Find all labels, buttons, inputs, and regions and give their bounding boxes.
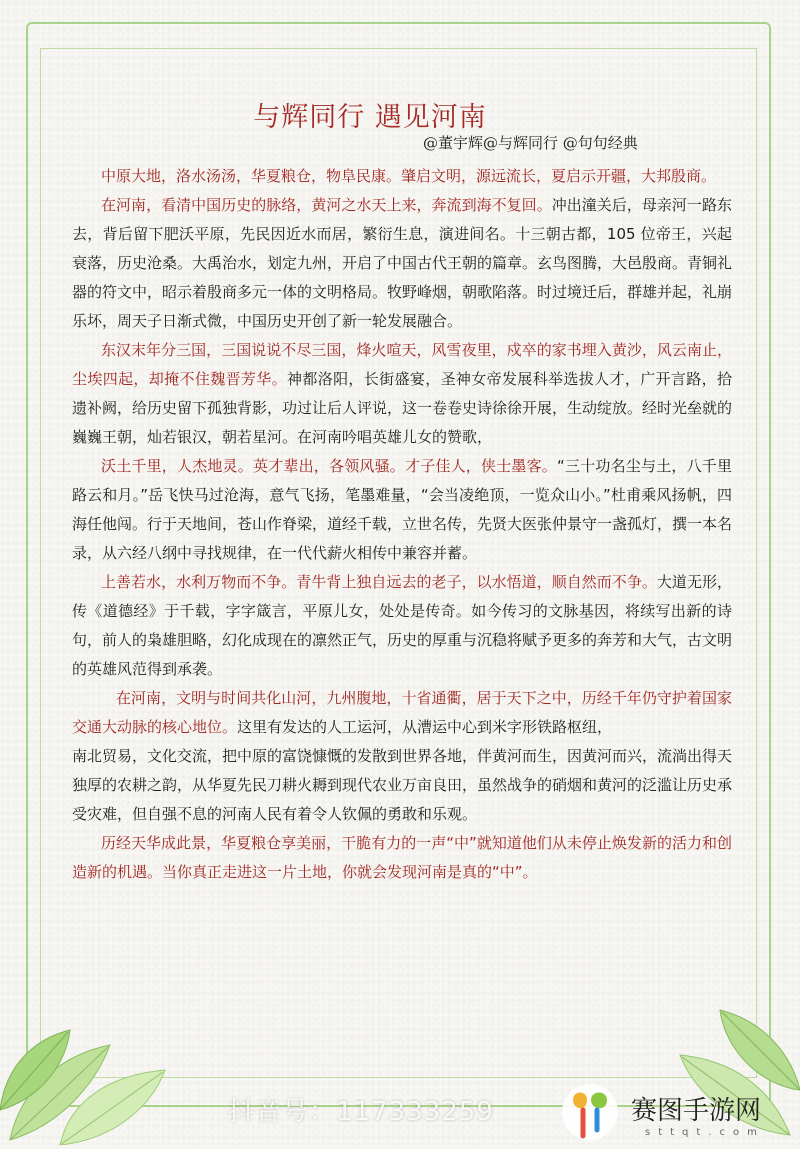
paragraph-4 bbox=[72, 452, 732, 568]
paragraph-1 bbox=[72, 162, 732, 191]
leaves-decoration-left bbox=[0, 1000, 200, 1145]
site-logo bbox=[555, 1080, 800, 1145]
paragraph-2 bbox=[72, 191, 732, 336]
author-line: @董宇辉@与辉同行 @句句经典 bbox=[423, 134, 638, 152]
paragraph-7 bbox=[72, 742, 732, 829]
paragraph-2-seg-2: 冲出潼关后，母亲河一路东去，背后留下肥沃平原，先民因近水而居，繁衍生息，演进间名。十三朝古都，105 位帝王，兴起衰落，历史沧桑。大禹治水，划定九州，开启了中国古代王朝的篇章。玄鸟图腾，大邑殷商。青铜礼器的符文中，昭示着殷商多元一体的文明格局。牧野峰烟，朝歌陷落。时过境迁后，群雄并起，礼崩乐坏，周天子日渐式微，中国历史开创了新一轮发展融合。 bbox=[72, 196, 733, 330]
paragraph-1-seg-1: 中原大地，洛水汤汤，华夏粮仓，物阜民康。肇启文明，源远流长，夏启示开疆，大邦殷商。 bbox=[101, 167, 717, 185]
paragraph-4-seg-1: 沃土千里，人杰地灵。英才辈出，各领风骚。才子佳人，侠士墨客。 bbox=[101, 457, 558, 475]
paragraph-6-seg-2: 这里有发达的人工运河，从漕运中心到米字形铁路枢纽， bbox=[237, 718, 613, 736]
paragraph-5-seg-1: 上善若水，水利万物而不争。青牛背上独自远去的老子，以水悟道，顺自然而不争。 bbox=[101, 573, 657, 591]
paragraph-3-seg-2: 神都洛阳，长街盛宴，圣神女帝发展科举选拔人才，广开言路，拾遗补阙，给历史留下孤独背影，功过让后人评说，这一卷卷史诗徐徐开展，生动绽放。经时光垒就的巍巍王朝，灿若银汉，朝若星河。在河南吟唱英雄儿女的赞歌， bbox=[72, 370, 733, 446]
logo-title: 赛图手游网 bbox=[631, 1096, 762, 1126]
logo-domain: sttqt.com bbox=[645, 1127, 765, 1138]
paragraph-4-seg-2: “三十功名尘与土，八千里路云和月。”岳飞快马过沧海，意气飞扬，笔墨难量，“会当凌绝顶，一览众山小。”杜甫乘风扬帆，四海任他闯。行于天地间，苍山作脊梁，道经千载，立世名传，先贤大医张仲景守一盏孤灯，撰一本名录，从六经八纲中寻找规律，在一代代薪火相传中兼容并蓄。 bbox=[72, 457, 733, 562]
paragraph-6 bbox=[72, 684, 732, 742]
paragraph-5 bbox=[72, 568, 732, 684]
paragraph-3 bbox=[72, 336, 732, 452]
paragraph-3-seg-1: 东汉末年分三国，三国说说不尽三国，烽火喧天，风雪夜里，戍卒的家书埋入黄沙，风云南止，尘埃四起，却掩不住魏晋芳华。 bbox=[72, 341, 732, 388]
page-title: 与辉同行 遇见河南 bbox=[253, 102, 487, 133]
paragraph-8 bbox=[72, 829, 732, 887]
paragraph-7-seg-1: 南北贸易，文化交流，把中原的富饶慷慨的发散到世界各地，伴黄河而生，因黄河而兴，流淌出得天独厚的农耕之韵，从华夏先民刀耕火耨到现代农业万亩良田，虽然战争的硝烟和黄河的泛滥让历史承受灾难，但自强不息的河南人民有着令人钦佩的勇敢和乐观。 bbox=[72, 747, 733, 823]
douyin-watermark: 抖音号：117333259 bbox=[228, 1097, 494, 1127]
article-body bbox=[72, 162, 732, 887]
paragraph-6-seg-1: 在河南，文明与时间共化山河，九州腹地，十省通衢，居于天下之中，历经千年仍守护着国家交通大动脉的核心地位。 bbox=[72, 689, 732, 736]
paragraph-8-seg-1: 历经天华成此景，华夏粮仓享美丽，干脆有力的一声“中”就知道他们从未停止焕发新的活力和创造新的机遇。当你真正走进这一片土地，你就会发现河南是真的“中”。 bbox=[72, 834, 732, 881]
logo-mark-icon bbox=[555, 1080, 625, 1145]
paragraph-2-seg-1: 在河南，看清中国历史的脉络，黄河之水天上来，奔流到海不复回。 bbox=[101, 196, 552, 214]
paragraph-5-seg-2: 大道无形，传《道德经》于千载，字字箴言，平原儿女，处处是传奇。如今传习的文脉基因，将续写出新的诗句，前人的枭雄胆略，幻化成现在的凛然正气，历史的厚重与沉稳将赋予更多的奔芳和大气，古文明的英雄风范得到承袭。 bbox=[72, 573, 733, 678]
